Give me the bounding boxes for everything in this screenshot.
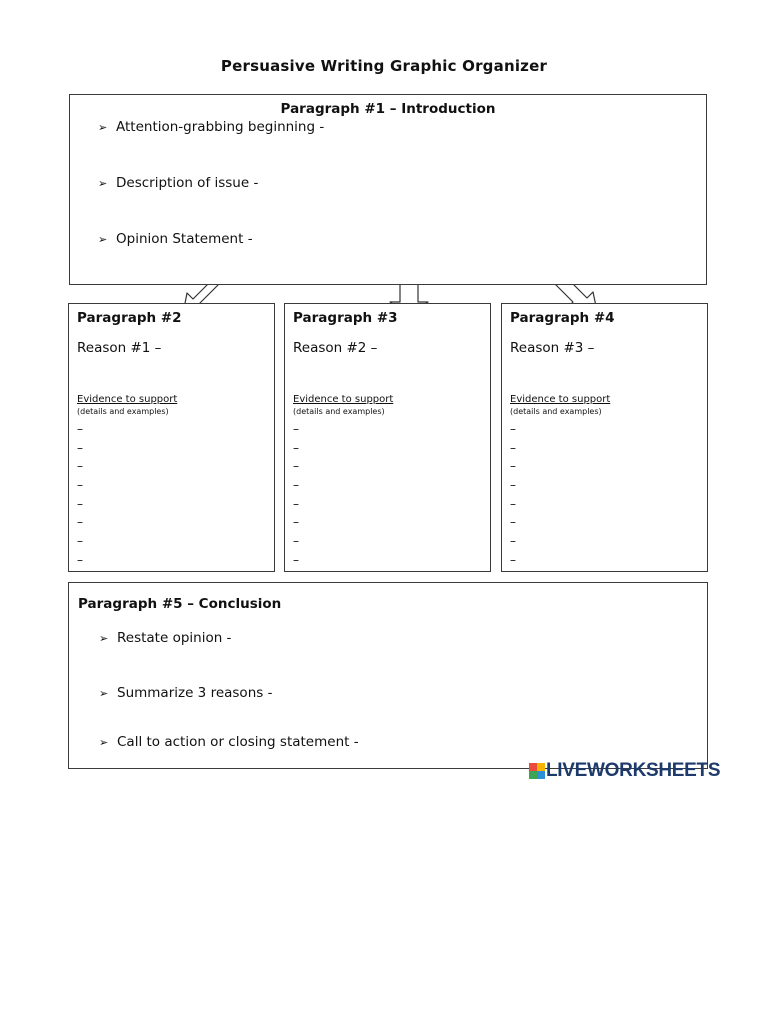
paragraph-2-reason: Reason #1 –: [77, 340, 162, 356]
paragraph-3-evidence-sub: (details and examples): [293, 407, 385, 416]
dash-line: –: [510, 422, 516, 436]
intro-bullet-attention: ➢ Attention-grabbing beginning -: [98, 119, 325, 135]
dash-line: –: [510, 534, 516, 549]
paragraph-4-reason: Reason #3 –: [510, 340, 595, 356]
introduction-box: [69, 94, 707, 285]
paragraph-3-box: [284, 303, 491, 572]
bullet-arrow-icon: ➢: [99, 736, 109, 749]
dash-line: –: [77, 440, 83, 455]
dash-line: –: [293, 459, 299, 474]
bullet-arrow-icon: ➢: [99, 687, 109, 700]
paragraph-4-evidence-sub: (details and examples): [510, 407, 602, 416]
dash-line: –: [293, 515, 299, 530]
dash-line: –: [77, 534, 83, 549]
dash-line: –: [293, 496, 299, 511]
introduction-heading: Paragraph #1 – Introduction: [280, 101, 496, 117]
paragraph-2-dash-list: [77, 420, 83, 570]
bullet-arrow-icon: ➢: [98, 233, 108, 246]
concl-bullet-restate: ➢ Restate opinion -: [99, 630, 232, 646]
dash-line: –: [293, 422, 299, 436]
bullet-arrow-icon: ➢: [99, 632, 109, 645]
dash-line: –: [77, 422, 83, 436]
intro-bullet-opinion: ➢ Opinion Statement -: [98, 231, 253, 247]
intro-bullet-description: ➢ Description of issue -: [98, 175, 259, 191]
conclusion-heading: Paragraph #5 – Conclusion: [78, 596, 282, 612]
logo-text: LIVEWORKSHEETS: [546, 760, 721, 781]
paragraph-4-evidence-label: Evidence to support: [510, 394, 611, 405]
logo-mark-icon: [529, 763, 545, 779]
dash-line: –: [77, 459, 83, 474]
dash-line: –: [510, 496, 516, 511]
paragraph-3-reason: Reason #2 –: [293, 340, 378, 356]
paragraph-4-box: [501, 303, 708, 572]
paragraph-4-heading: Paragraph #4: [510, 310, 615, 326]
dash-line: –: [77, 478, 83, 493]
paragraph-3-heading: Paragraph #3: [293, 310, 398, 326]
dash-line: –: [510, 552, 516, 567]
paragraph-2-box: [68, 303, 275, 572]
bullet-arrow-icon: ➢: [98, 177, 108, 190]
paragraph-2-evidence-sub: (details and examples): [77, 407, 169, 416]
dash-line: –: [293, 478, 299, 493]
dash-line: –: [77, 496, 83, 511]
concl-bullet-summarize: ➢ Summarize 3 reasons -: [99, 685, 273, 701]
dash-line: –: [293, 534, 299, 549]
dash-line: –: [77, 515, 83, 530]
paragraph-3-dash-list: [293, 420, 299, 570]
dash-line: –: [510, 478, 516, 493]
dash-line: –: [510, 459, 516, 474]
bullet-arrow-icon: ➢: [98, 121, 108, 134]
concl-bullet-call-to-action: ➢ Call to action or closing statement -: [99, 734, 359, 750]
paragraph-3-evidence-label: Evidence to support: [293, 394, 394, 405]
page-title: Persuasive Writing Graphic Organizer: [220, 57, 548, 75]
dash-line: –: [510, 515, 516, 530]
paragraph-4-dash-list: [510, 420, 516, 570]
paragraph-2-heading: Paragraph #2: [77, 310, 182, 326]
dash-line: –: [293, 440, 299, 455]
paragraph-2-evidence-label: Evidence to support: [77, 394, 178, 405]
dash-line: –: [77, 552, 83, 567]
dash-line: –: [510, 440, 516, 455]
conclusion-box: [68, 582, 708, 769]
liveworksheets-logo[interactable]: [529, 760, 720, 782]
dash-line: –: [293, 552, 299, 567]
